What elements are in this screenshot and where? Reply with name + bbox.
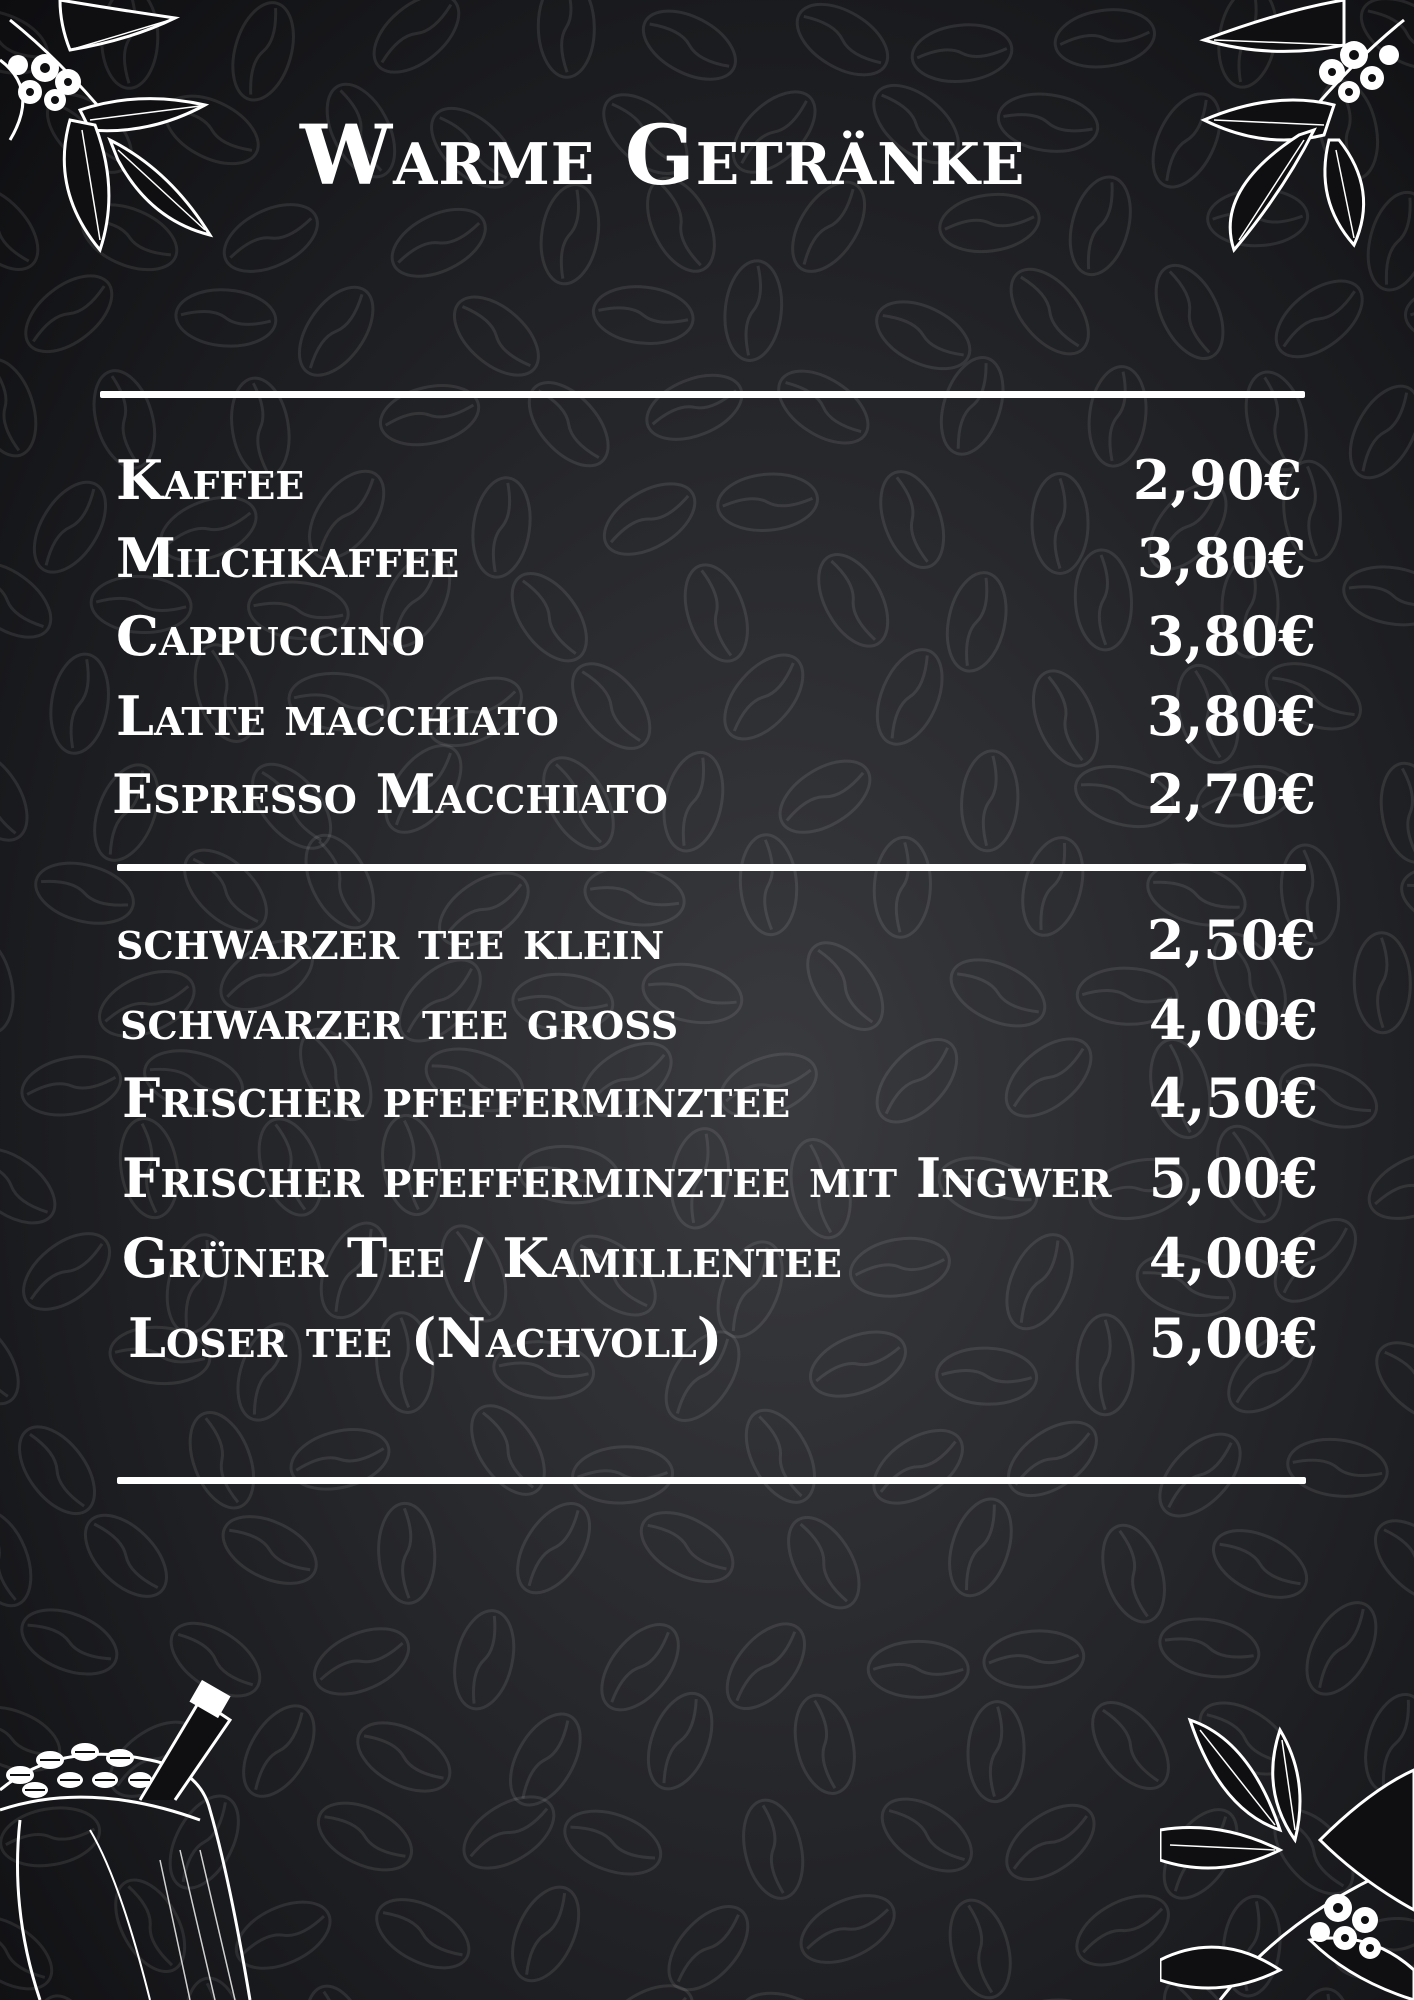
coffee-bean-icon [930, 350, 1014, 462]
menu-item [0, 908, 1414, 978]
coffee-bean-icon [285, 1420, 396, 1499]
menu-item-name: Latte macchiato [116, 684, 559, 748]
coffee-sack-icon [0, 1680, 280, 2000]
coffee-bean-icon [1293, 1591, 1390, 1706]
coffee-bean-icon [1203, 1517, 1317, 1611]
coffee-bean-icon [365, 1886, 480, 1982]
menu-item-price: 4,50€ [1148, 1066, 1318, 1130]
coffee-bean-icon [1361, 1506, 1414, 1616]
menu-item-name: Grüner Tee / Kamillentee [122, 1226, 842, 1290]
coffee-bean-icon [995, 1993, 1103, 2000]
coffee-bean-icon [1284, 1434, 1390, 1502]
coffee-bean-icon [376, 1502, 437, 1605]
menu-item [0, 1226, 1414, 1296]
coffee-bean-icon [732, 1399, 828, 1514]
menu-item [0, 988, 1414, 1058]
divider-bottom [117, 1477, 1306, 1484]
coffee-bean-icon [1155, 1612, 1263, 1685]
coffee-bean-icon [630, 1498, 745, 1595]
coffee-bean-icon [503, 1491, 604, 1605]
coffee-bean-icon [996, 255, 1103, 368]
menu-item-name: Kaffee [116, 448, 305, 512]
coffee-bean-icon [5, 1413, 110, 1527]
menu-item-name: Loser tee (Nachvoll) [128, 1306, 723, 1370]
menu-item-price: 2,50€ [1146, 908, 1316, 972]
coffee-bean-icon [571, 1444, 674, 1505]
coffee-bean-icon [909, 20, 1014, 86]
coffee-bean-icon [587, 1611, 693, 1724]
menu-item-price: 5,00€ [1148, 1306, 1318, 1370]
menu-item-price: 3,80€ [1146, 684, 1316, 748]
coffee-bean-icon [1263, 266, 1376, 372]
coffee-bean-icon [940, 1893, 1020, 2000]
coffee-bean-icon [214, 191, 328, 285]
coffee-bean-icon [285, 274, 388, 388]
coffee-bean-icon [360, 0, 473, 87]
coffee-bean-icon [304, 1615, 418, 1707]
coffee-bean-icon [556, 1799, 669, 1886]
coffee-bean-icon [12, 261, 125, 367]
coffee-bean-icon [1092, 1517, 1176, 1629]
menu-item-price: 2,90€ [1132, 448, 1302, 512]
menu-item [0, 762, 1414, 832]
coffee-bean-icon [295, 1979, 378, 2000]
coffee-bean-icon [735, 1794, 812, 1904]
coffee-bean-icon [308, 1789, 422, 1883]
coffee-bean-icon [868, 1641, 968, 1697]
menu-item-price: 3,80€ [1146, 604, 1316, 668]
menu-item [0, 1306, 1414, 1376]
coffee-bean-icon [12, 1597, 126, 1686]
coffee-bean-icon [1051, 4, 1158, 73]
divider-middle [117, 864, 1306, 871]
menu-item-name: Milchkaffee [116, 526, 460, 590]
menu-item-price: 4,00€ [1148, 988, 1318, 1052]
coffee-bean-icon [0, 1501, 43, 1615]
menu-item [0, 448, 1414, 518]
coffee-bean-icon [870, 1784, 984, 1885]
coffee-bean-icon [966, 1701, 1025, 1803]
menu-item-name: Frischer pfefferminztee [122, 1066, 791, 1130]
coffee-bean-icon [636, 1684, 724, 1797]
coffee-bean-icon [732, 1981, 846, 2000]
coffee-bean-icon [938, 1491, 1022, 1603]
menu-item [0, 684, 1414, 754]
coffee-bean-icon [654, 1892, 763, 2000]
coffee-bean-icon [786, 1689, 863, 1799]
coffee-bean-icon [1405, 287, 1414, 343]
coffee-bean-icon [71, 1501, 181, 1611]
coffee-bean-icon [590, 1971, 705, 2000]
coffee-bean-icon [712, 1610, 819, 1723]
coffee-bean-icon [499, 1877, 592, 1991]
menu-item-name: schwarzer tee groß [120, 988, 679, 1052]
menu-item [0, 604, 1414, 674]
coffee-bean-icon [591, 282, 696, 348]
coffee-bean-icon [993, 1790, 1107, 1894]
coffee-bean-icon [632, 0, 747, 93]
menu-item-price: 5,00€ [1148, 1146, 1318, 1210]
coffee-bean-icon [435, 1992, 544, 2000]
coffee-bean-icon [537, 0, 595, 78]
coffee-bean-icon [446, 1605, 523, 1715]
coffee-bean-icon [222, 0, 303, 107]
coffee-branch-icon [1160, 1710, 1414, 2000]
coffee-branch-icon [0, 0, 220, 260]
coffee-bean-icon [785, 0, 900, 89]
menu-item-name: Cappuccino [116, 604, 425, 668]
menu-item [0, 526, 1414, 596]
page-title: Warme Getränke [300, 108, 1026, 204]
coffee-bean-icon [638, 363, 752, 452]
coffee-bean-icon [440, 282, 552, 390]
coffee-bean-icon [995, 1407, 1109, 1510]
coffee-bean-icon [766, 356, 880, 457]
coffee-bean-icon [861, 1416, 975, 1518]
menu-item-name: schwarzer tee klein [116, 908, 665, 972]
coffee-bean-icon [1142, 255, 1236, 369]
coffee-bean-icon [774, 1505, 874, 1620]
menu-item [0, 1146, 1414, 1216]
coffee-bean-icon [720, 258, 786, 363]
coffee-bean-icon [457, 1393, 559, 1507]
coffee-bean-icon [347, 1709, 462, 1805]
coffee-bean-icon [382, 196, 496, 290]
menu-item-price: 3,80€ [1136, 526, 1306, 590]
menu-item-name: Frischer pfefferminztee mit Ingwer [122, 1146, 1112, 1210]
divider-top [100, 391, 1305, 398]
coffee-bean-icon [375, 377, 485, 454]
coffee-bean-icon [212, 1503, 326, 1597]
coffee-branch-icon [1194, 0, 1414, 260]
menu-item-price: 2,70€ [1146, 762, 1316, 826]
coffee-bean-icon [982, 1627, 1087, 1692]
coffee-bean-icon [1145, 1420, 1255, 1531]
menu-item-price: 4,00€ [1148, 1226, 1318, 1290]
menu-item-name: Espresso Macchiato [112, 762, 668, 826]
menu-item [0, 1066, 1414, 1136]
coffee-bean-icon [790, 1882, 904, 1976]
coffee-bean-icon [0, 351, 47, 463]
coffee-bean-icon [174, 287, 278, 350]
